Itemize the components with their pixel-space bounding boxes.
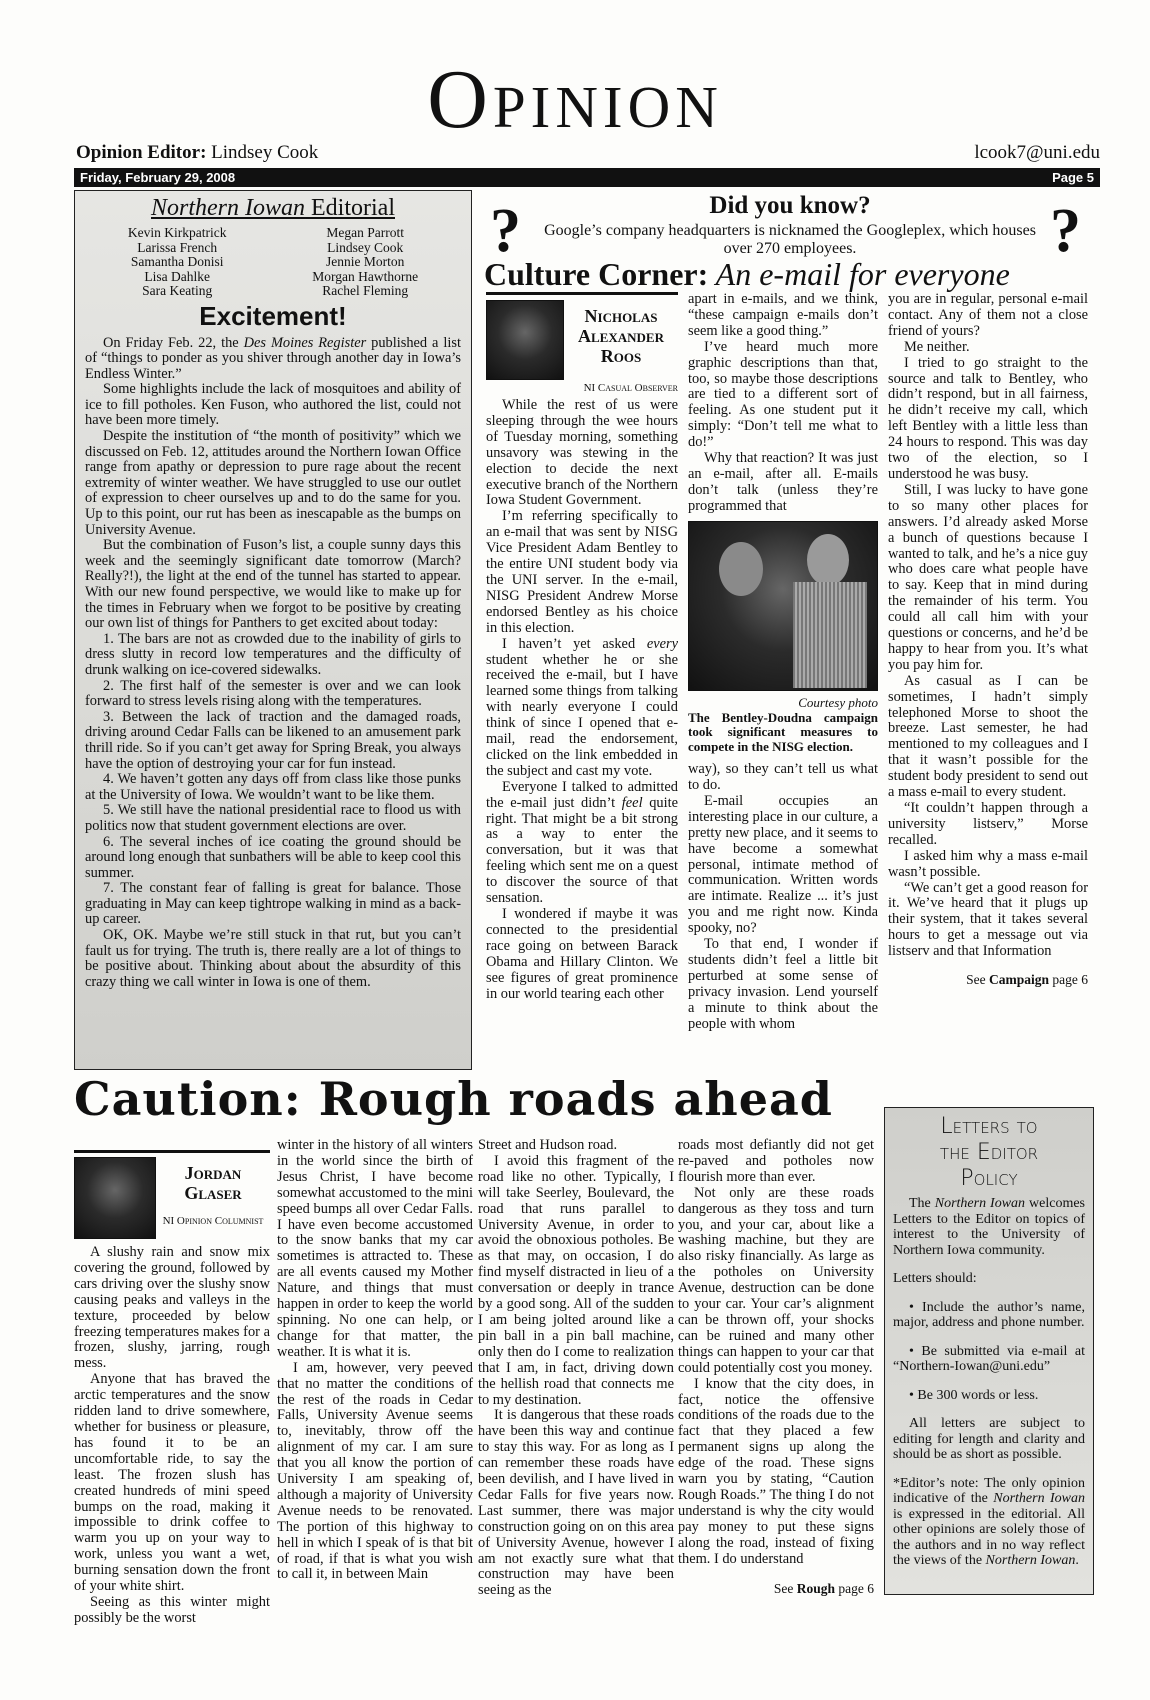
editorial-box	[74, 190, 472, 1070]
author-name	[564, 306, 678, 366]
text-run: published a list of “things to ponder as you shiver through another day in Iowa’s Endless Winter.”	[85, 334, 461, 382]
text-run: Northern Iowan	[993, 1491, 1085, 1506]
author-photo	[74, 1157, 156, 1239]
column-kicker: Culture Corner:	[484, 256, 709, 292]
policy-rule: • Be submitted via e-mail at “Northern-Iowan@uni.edu”	[893, 1343, 1085, 1374]
staff-member: Rachel Fleming	[322, 283, 409, 298]
author-byline	[486, 300, 678, 380]
policy-editing-note: All letters are subject to editing for length and clarity and should be as short as possible.	[893, 1416, 1085, 1462]
editorial-list-item: 3. Between the lack of traction and the damaged roads, driving around Cedar Falls can be likened to an amusement park thrill ride. So if you can’t get away for Spring Break, you always have the option of destroying your car for fun instead.	[85, 708, 461, 772]
author-name-line: Jordan	[184, 1163, 242, 1183]
author-name-line: Alexander	[578, 326, 664, 346]
editorial-paragraph: Despite the institution of “the month of positivity” which we discussed on Feb. 12, attitudes around the Northern Iowan Office range from apathy or depression to pure rage about the recent extremity of winter weather. We have struggled to use our outlet of expression to cheer ourselves up and to do the same for you. Up to this point, our rut has been as inescapable as the bumps on University Avenue.	[85, 428, 461, 538]
editorial-staff	[85, 226, 461, 299]
photo-person-right	[807, 534, 849, 586]
jump-link-rough[interactable]	[678, 1581, 874, 1597]
text-run: I haven’t yet asked	[502, 635, 647, 652]
byline-rule	[486, 292, 678, 295]
byline-rule	[74, 1150, 270, 1153]
editorial-paragraph	[85, 336, 461, 383]
article-paragraph: A slushy rain and snow mix covering the ground, followed by cars driving over the slushy snow causing peaks and valleys in the texture, proceeded by below freezing temperatures makes for a frozen, slushy, jarring, rough mess.	[74, 1244, 270, 1372]
text-run: welcomes Letters to the Editor on topics of interest to the University of Northern Iowa community.	[893, 1196, 1085, 1258]
editor-name: Lindsey Cook	[211, 142, 319, 163]
caution-column-3	[478, 1138, 674, 1599]
staff-member: Jennie Morton	[325, 254, 405, 269]
question-mark-icon: ?	[1050, 197, 1081, 265]
text-run: quite right. That might be a bit strong as a way to enter the conversation, but it was that feeling which sent me on a quest to discover the source of that sensation.	[486, 794, 678, 907]
editor-email[interactable]: lcook7@uni.edu	[974, 142, 1100, 163]
article-paragraph: Street and Hudson road.	[478, 1137, 618, 1153]
article-paragraph: roads most defiantly did not get re-paved and potholes now flourish more than ever.	[678, 1137, 874, 1185]
article-paragraph: I’m referring specifically to an e-mail that was sent by NISG Vice President Adam Bentley to the entire UNI student body via the UNI server. In the e-mail, NISG President Andrew Morse endorsed Bentley as his choice in this election.	[486, 508, 678, 636]
title-line: Letters to	[940, 1114, 1038, 1139]
text-run: Everyone I talked to admitted the e-mail just didn’t	[486, 778, 678, 811]
culture-corner-headline	[484, 256, 1010, 293]
editorial-list-item: 6. The several inches of ice coating the ground should be around long enough that sunbathers will be able to keep cool this summer.	[85, 833, 461, 881]
editorial-list-item: 4. We haven’t gotten any days off from class like those punks at the University of Iowa. We wouldn’t want to be like them.	[85, 771, 461, 803]
editors-note	[893, 1476, 1085, 1569]
date-bar	[74, 168, 1100, 187]
staff-member: Morgan Hawthorne	[312, 268, 419, 284]
text-run: Northern Iowan	[985, 1553, 1076, 1568]
policy-should-label: Letters should:	[893, 1271, 977, 1286]
staff-member: Megan Parrott	[326, 225, 404, 240]
culture-column-1	[486, 292, 678, 1002]
author-byline	[74, 1157, 270, 1239]
did-you-know-title: Did you know?	[709, 192, 871, 219]
article-paragraph: Anyone that has braved the arctic temperatures and the snow ridden land to drive somewhere, whether for business or pleasure, has found it to be an uncomfortable ride, to say the least. The frozen slush has created hundreds of mini speed bumps on the road, making it impossible to drink coffee to warm you up on your way to work, unless you want a wet, burning sensation down the front of your white shirt.	[74, 1371, 270, 1595]
article-paragraph: I wondered if maybe it was connected to the presidential race going on between Barack Obama and Hillary Clinton. We see figures of great prominence in our world tearing each other	[486, 906, 678, 1002]
issue-date: Friday, February 29, 2008	[80, 170, 236, 185]
publication-name: Des Moines Register	[243, 334, 367, 351]
author-title: NI Opinion Columnist	[162, 1215, 264, 1227]
staff-member: Lisa Dahlke	[144, 268, 210, 284]
article-paragraph: Seeing as this winter might possibly be the worst	[74, 1593, 270, 1626]
article-paragraph: I asked him why a mass e-mail wasn’t possible.	[888, 847, 1088, 880]
text-run: On Friday Feb. 22, the	[103, 334, 244, 351]
article-paragraph: winter in the history of all winters in the world since the birth of Jesus Christ, I have become somewhat accustomed to the mini speed bumps all over Cedar Falls. I have even become accustomed to the snow banks that my car sometimes is attracted to. These are all events caused my Mother Nature, and things that must happen in order to keep the world spinning. No one can help, or change for that matter, the weather. It is what it is.	[277, 1137, 473, 1360]
article-paragraph: While the rest of us were sleeping through the wee hours of Tuesday morning, something unsavory was stewing in the election to decide the next executive branch of the Northern Iowa Student Government.	[486, 397, 678, 509]
author-name-line: Nicholas	[584, 306, 658, 326]
text-run: is expressed in the editorial. All other opinions are solely those of the authors and in no way reflect the views of the	[893, 1506, 1085, 1568]
text-run: Campaign	[989, 972, 1050, 988]
text-run: Rough	[796, 1581, 836, 1597]
editorial-paragraph: Some highlights include the lack of mosquitoes and ability of ice to fill potholes. Ken Fuson, who authored the list, could not have been more timely.	[85, 381, 461, 429]
staff-column-left	[128, 226, 227, 299]
editorial-headline: Excitement!	[199, 300, 347, 331]
editor-label: Opinion Editor:	[76, 142, 207, 163]
opinion-editor-line	[76, 142, 318, 164]
caution-headline: Caution: Rough roads ahead	[74, 1072, 833, 1126]
editorial-paragraph: But the combination of Fuson’s list, a couple sunny days this week and the seemingly significant date tomorrow (March? Really?!), the light at the end of the tunnel has started to appear. With our new found perspective, we would like to make up for the times in February when we forgot to be positive by creating our own list of things for Panthers to get excited about today:	[85, 537, 461, 632]
article-paragraph: I tried to go straight to the source and talk to Bentley, who didn’t respond, but in all fairness, he didn’t receive my call, which left Bentley with a little less than 24 hours to respond. This was day two of the election, so I understood he was busy.	[888, 354, 1088, 482]
text-run: See	[773, 1581, 797, 1597]
editorial-title	[85, 195, 461, 222]
jump-link-campaign[interactable]	[888, 972, 1088, 988]
article-paragraph: Not only are these roads dangerous as they toss and turn you, and your car, about like a washing machine, but they are also risky financially. As large as the potholes on University Avenue, destruction can be done to your car. Your car’s alignment can be thrown off, your shocks can be ruined and many other things can happen to your car that could potentially cost you money.	[678, 1184, 874, 1376]
article-paragraph: “It couldn’t happen through a university listserv,” Morse recalled.	[888, 800, 1088, 848]
caution-column-4	[678, 1138, 874, 1597]
culture-column-3	[888, 292, 1088, 988]
article-paragraph: I am, however, very peeved that no matter the conditions of the rest of the roads in Cedar Falls, University Avenue seems to, inevitably, throw off the alignment of my car. I am sure that you all know the portion of University I am speaking of, although a majority of University Avenue needs to be renovated. The portion of this highway to hell in which I speak of is that bit of road, if that is what you wish to call it, in between Main	[277, 1359, 473, 1583]
text-run: The	[909, 1196, 935, 1211]
article-paragraph: I’ve heard much more graphic descriptions than that, too, so maybe those descriptions are tied to a different sort of feeling. As one student put it simply: “Don’t tell me what to do!”	[688, 338, 878, 451]
article-paragraph	[486, 780, 678, 907]
text-run: page 6	[1049, 972, 1088, 988]
photo-striped-shirt	[793, 582, 867, 688]
caution-column-2	[277, 1138, 473, 1583]
policy-intro	[893, 1196, 1085, 1258]
caution-column-1	[74, 1150, 270, 1627]
page-number: Page 5	[1052, 170, 1094, 185]
did-you-know-fact: Google’s company headquarters is nicknamed the Googleplex, which houses over 270 employees.	[544, 222, 1036, 257]
text-run: See	[966, 972, 989, 988]
staff-member: Sara Keating	[142, 283, 213, 298]
text-run: every	[646, 635, 678, 652]
text-run: Northern Iowan	[934, 1196, 1026, 1211]
editorial-paragraph: OK, OK. Maybe we’re still stuck in that rut, but you can’t fault us for trying. The truth is, there really are a lot of things to be positive about. Thinking about about the absurdity of this crazy thing we call winter in Iowa is one of them.	[85, 927, 461, 990]
editorial-body	[85, 336, 461, 991]
editorial-list-item: 1. The bars are not as crowded due to the inability of girls to dress slutty in record low temperatures and the difficulty of drunk walking on ice-covered sidewalks.	[85, 630, 461, 678]
article-paragraph: Me neither.	[904, 338, 970, 355]
author-name	[156, 1163, 270, 1203]
article-text	[486, 398, 678, 1002]
editorial-list-item: 7. The constant fear of falling is great for balance. Those graduating in May can keep tightrope walking in mind as a back-up career.	[85, 880, 461, 928]
photo-credit: Courtesy photo	[798, 694, 878, 710]
article-paragraph	[486, 637, 678, 780]
author-name-line: Roos	[600, 346, 642, 366]
editorial-list-item: 5. We still have the national presidential race to flood us with politics now that student government elections are over.	[85, 802, 461, 834]
article-paragraph: way), so they can’t tell us what to do.	[688, 761, 878, 793]
article-paragraph: I know that the city does, in fact, notice the offensive conditions of the roads due to the fact that they placed a few permanent signs up along the edge of the road. These signs warn you by stating, “Caution Rough Roads.” The thing I do not understand is why the city would pay money to put these signs along the road, instead of fixing them. I do understand	[678, 1375, 874, 1567]
title-line: Policy	[960, 1166, 1018, 1191]
article-paragraph: It is dangerous that these roads have been this way and continue to stay this way. For as long as I can remember these roads have been devilish, and I have lived in Cedar Falls for five years now. Last summer, there was major construction going on on this area of University Avenue, however I am not exactly sure what that construction may have been seeing as the	[478, 1407, 674, 1599]
text-run: student whether he or she received the e-mail, but I have learned some things from talking with nearly everyone I could think of since I opened that e-mail, read the endorsement, clicked on the link embedded in the subject and cast my vote.	[486, 651, 678, 779]
staff-member: Lindsey Cook	[327, 239, 404, 255]
article-paragraph: Still, I was lucky to have gone to so many other places for answers. I’d already asked Morse a bunch of questions because I wanted to talk, and he’s a nice guy who does care what people have to say. Keep that in mind during the remainder of his term. You could all call him with your questions or concerns, and he’d be happy to hear from you. It’s what you pay him for.	[888, 481, 1088, 673]
section-masthead: Opinion	[427, 53, 723, 146]
staff-member: Samantha Donisi	[130, 254, 224, 269]
article-paragraph: you are in regular, personal e-mail contact. Any of them not a close friend of yours?	[888, 291, 1088, 339]
article-paragraph: E-mail occupies an interesting place in our culture, a pretty new place, and it seems to have become a somewhat personal, intimate method of communication. Written words are intimate. Realize ... it’s just you and me right now. Kinda spooky, no?	[688, 792, 878, 937]
staff-member: Kevin Kirkpatrick	[127, 225, 227, 240]
policy-rule: • Be 300 words or less.	[909, 1387, 1039, 1403]
policy-rule: • Include the author’s name, major, address and phone number.	[893, 1299, 1085, 1330]
text-run: feel	[621, 794, 643, 811]
article-paragraph: I avoid this fragment of the road like no other. Typically, I will take Seerley, Boulevard, the road that runs parallel to University Avenue, in order to avoid the obnoxious potholes. Be as that may, on occasion, I do find myself distracted in lieu of a conversation or deeply in trance by a good song. All of the sudden I am being jolted around like a pin ball in a pin ball machine, only then do I come to realization that I am, in fact, driving down the hellish road that connects me to my destination.	[478, 1152, 674, 1408]
author-photo	[486, 300, 564, 380]
editorial-title-rest: Editorial	[305, 195, 395, 221]
article-paragraph: To that end, I wonder if students didn’t feel a little bit perturbed at some sense of privacy invasion. Lend yourself a minute to think about the people with whom	[688, 936, 878, 1032]
text-run: .	[1075, 1553, 1079, 1568]
photo-person-left	[719, 542, 763, 596]
article-paragraph: apart in e-mails, and we think, “these campaign e-mails don’t seem like a good thing.”	[688, 291, 878, 339]
author-title: NI Casual Observer	[583, 382, 678, 394]
question-mark-icon: ?	[490, 197, 521, 265]
title-line: the Editor	[939, 1140, 1039, 1165]
column-headline: An e-mail for everyone	[708, 256, 1010, 292]
editorial-list-item: 2. The first half of the semester is over and we can look forward to stress levels rising along with the temperatures.	[85, 677, 461, 710]
article-paragraph: “We can’t get a good reason for it. We’ve heard that it plugs up their system, that it takes several hours to get a message out via listserv and that Information	[888, 879, 1088, 960]
article-paragraph: Why that reaction? It was just an e-mail, after all. E-mails don’t talk (unless they’re programmed that	[688, 450, 878, 514]
text-run: *Editor’s note: The only opinion indicative of the	[893, 1475, 1085, 1506]
editorial-title-paper: Northern Iowan	[151, 195, 306, 221]
letters-policy-box	[884, 1107, 1094, 1595]
staff-column-right	[312, 226, 418, 299]
text-run: page 6	[835, 1581, 874, 1597]
article-text	[74, 1245, 270, 1627]
author-name-line: Glaser	[184, 1183, 242, 1203]
photo-caption: The Bentley-Doudna campaign took significant measures to compete in the NISG election.	[688, 709, 878, 754]
article-paragraph: As casual as I can be sometimes, I hadn’t simply telephoned Morse to shoot the breeze. Last semester, he had mentioned to my colleagues and I that it wasn’t possible for the student body president to send out a mass e-mail to every student.	[888, 672, 1088, 801]
staff-member: Larissa French	[137, 239, 218, 255]
culture-column-2	[688, 292, 878, 1033]
campaign-photo	[688, 521, 878, 691]
letters-policy-title	[893, 1114, 1085, 1192]
